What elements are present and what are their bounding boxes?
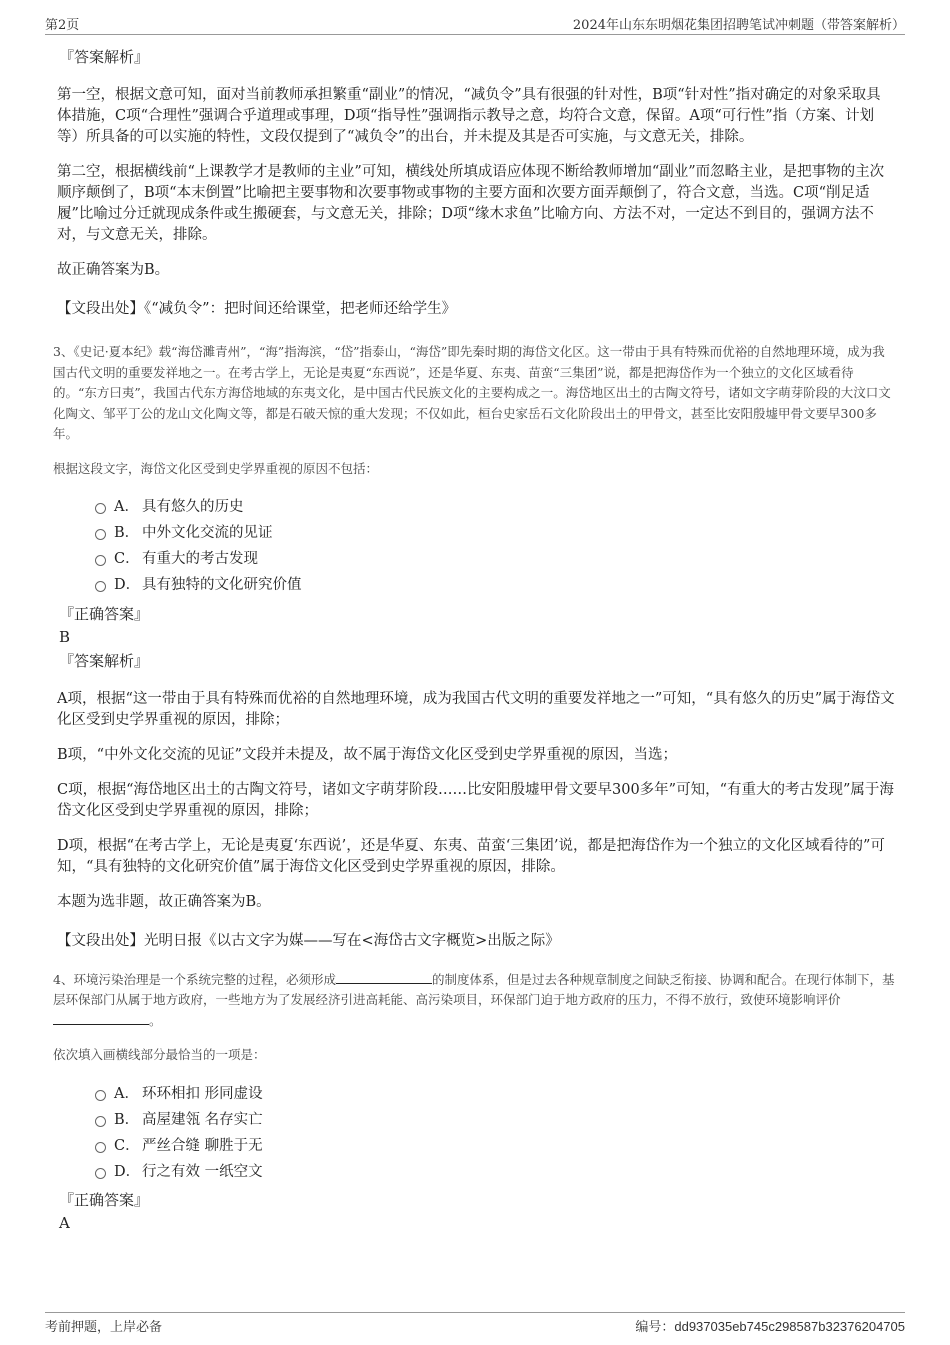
question-4-part1: 4、环境污染治理是一个系统完整的过程，必须形成 [53, 971, 336, 987]
option-letter: B． [114, 525, 140, 541]
option-c[interactable] [95, 545, 895, 571]
analysis-paragraph: D项，根据“在考古学上，无论是夷夏‘东西说’，还是华夏、东夷、苗蛮‘三集团’说，都是把海岱作为一个独立的文化区域看待的”可知，“具有独特的文化研究价值”属于海岱文化区受到史学界重视的原因，排除。 [57, 837, 885, 875]
question-4-prompt: 依次填入画横线部分最恰当的一项是： [53, 1047, 266, 1062]
analysis-paragraph: C项，根据“海岱地区出土的古陶文符号，诸如文字萌芽阶段……比安阳殷墟甲骨文要早300多年”可知，“有重大的考古发现”属于海岱文化区受到史学界重视的原因，排除； [57, 781, 894, 819]
main-content [53, 46, 895, 1236]
option-text: 行之有效 一纸空文 [142, 1163, 263, 1180]
option-letter: A． [114, 1085, 139, 1102]
document-title: 2024年山东东明烟花集团招聘笔试冲刺题（带答案解析） [572, 18, 905, 33]
option-text: 高屋建瓴 名存实亡 [142, 1111, 263, 1128]
page-footer [45, 1312, 905, 1337]
option-letter: D． [114, 577, 141, 593]
question-3-text: 3、《史记·夏本纪》载“海岱濉青州”，“海”指海滨，“岱”指泰山，“海岱”即先秦时期的海岱文化区。这一带由于具有特殊而优裕的自然地理环境，成为我国古代文明的重要发祥地之一。在考古学上，无论是夷夏“东西说”，还是华夏、东夷、苗蛮“三集团”说，都是把海岱作为一个独立的文化区域看待的。“东方曰夷”，我国古代东方海岱地域的东夷文化，是中国古代民族文化的主要构成之一。海岱地区出土的古陶文符号，诸如文字萌芽阶段的大汶口文化陶文、邹平丁公的龙山文化陶文等，都是石破天惊的重大发现；不仅如此，桓台史家岳石文化阶段出土的甲骨文，甚至比安阳殷墟甲骨文要早300多年。 [53, 344, 891, 441]
radio-button-icon[interactable] [95, 1090, 106, 1101]
source-citation: 【文段出处】《“减负令”：把时间还给课堂，把老师还给学生》 [57, 301, 457, 317]
source-citation: 【文段出处】光明日报《以古文字为媒——写在<海岱古文字概览>出版之际》 [57, 932, 560, 949]
analysis-label: 『答案解析』 [59, 48, 150, 66]
option-text: 严丝合缝 聊胜于无 [142, 1137, 263, 1154]
option-letter: C． [114, 1137, 140, 1154]
option-letter: A． [114, 499, 139, 515]
question-3-options [95, 493, 895, 597]
fill-blank-line [336, 971, 432, 984]
radio-button-icon[interactable] [95, 555, 106, 566]
option-a[interactable] [95, 493, 895, 519]
option-text: 中外文化交流的见证 [142, 525, 273, 541]
question-3-prompt: 根据这段文字，海岱文化区受到史学界重视的原因不包括： [53, 460, 379, 476]
radio-button-icon[interactable] [95, 1168, 106, 1179]
analysis-paragraph: B项，“中外文化交流的见证”文段并未提及，故不属于海岱文化区受到史学界重视的原因，当选； [57, 746, 677, 763]
correct-answer-value: A [59, 1214, 70, 1232]
option-d[interactable] [95, 1157, 895, 1183]
option-letter: C． [114, 551, 140, 567]
analysis-label: 『答案解析』 [59, 651, 150, 670]
radio-button-icon[interactable] [95, 503, 106, 514]
question-4-options [95, 1079, 895, 1183]
document-code-label: 编号： [635, 1320, 675, 1335]
analysis-conclusion: 故正确答案为B。 [57, 262, 170, 278]
option-letter: D． [114, 1163, 141, 1180]
radio-button-icon[interactable] [95, 581, 106, 592]
option-text: 环环相扣 形同虚设 [142, 1085, 263, 1102]
analysis-paragraph: 第一空，根据文意可知，面对当前教师承担繁重“副业”的情况，“减负令”具有很强的针对性，B项“针对性”指对确定的对象采取具体措施，C项“合理性”强调合乎道理或事理，D项“指导性”强调指示教导之意，均符合文意，保留。A项“可行性”指（方案、计划等）所具备的可以实施的特性，文段仅提到了“减负令”的出台，并未提及其是否可实施，与文意无关，排除。 [57, 87, 881, 145]
radio-button-icon[interactable] [95, 1142, 106, 1153]
option-letter: B． [114, 1111, 140, 1128]
question-4-part2: 的制度体系，但是过去各种规章制度之间缺乏衔接、协调和配合。在现行体制下，基层环保部门从属于地方政府，一些地方为了发展经济引进高耗能、高污染项目，环保部门迫于地方政府的压力，不得不放行，致使环境影响评价 [53, 971, 895, 1007]
page-header [45, 14, 905, 35]
footer-slogan: 考前押题，上岸必备 [45, 1320, 163, 1335]
option-text: 具有独特的文化研究价值 [142, 577, 302, 593]
correct-answer-label: 『正确答案』 [59, 604, 150, 623]
document-code [635, 1316, 905, 1335]
radio-button-icon[interactable] [95, 529, 106, 540]
radio-button-icon[interactable] [95, 1116, 106, 1127]
option-c[interactable] [95, 1131, 895, 1157]
option-d[interactable] [95, 571, 895, 597]
correct-answer-label: 『正确答案』 [59, 1191, 150, 1209]
option-text: 有重大的考古发现 [142, 551, 258, 567]
question-4-part3: 。 [149, 1012, 162, 1028]
analysis-paragraph: A项，根据“这一带由于具有特殊而优裕的自然地理环境，成为我国古代文明的重要发祥地之一”可知，“具有悠久的历史”属于海岱文化区受到史学界重视的原因，排除； [57, 690, 895, 728]
question-4-text [53, 970, 895, 1032]
document-code-value: dd937035eb745c298587b32376204705 [674, 1319, 905, 1334]
option-a[interactable] [95, 1079, 895, 1105]
analysis-conclusion: 本题为选非题，故正确答案为B。 [57, 893, 271, 910]
option-b[interactable] [95, 519, 895, 545]
page-number: 第2页 [45, 18, 80, 33]
correct-answer-value: B [59, 627, 71, 646]
option-text: 具有悠久的历史 [142, 499, 244, 515]
analysis-paragraph: 第二空，根据横线前“上课教学才是教师的主业”可知，横线处所填成语应体现不断给教师增加“副业”而忽略主业，是把事物的主次顺序颠倒了，B项“本末倒置”比喻把主要事物和次要事物或事物的主要方面和次要方面弄颠倒了，符合文意，当选。C项“削足适履”比喻过分迁就现成条件或生搬硬套，与文意无关，排除；D项“缘木求鱼”比喻方向、方法不对，一定达不到目的，强调方法不对，与文意无关，排除。 [57, 164, 885, 243]
fill-blank-line [53, 1012, 149, 1025]
option-b[interactable] [95, 1105, 895, 1131]
